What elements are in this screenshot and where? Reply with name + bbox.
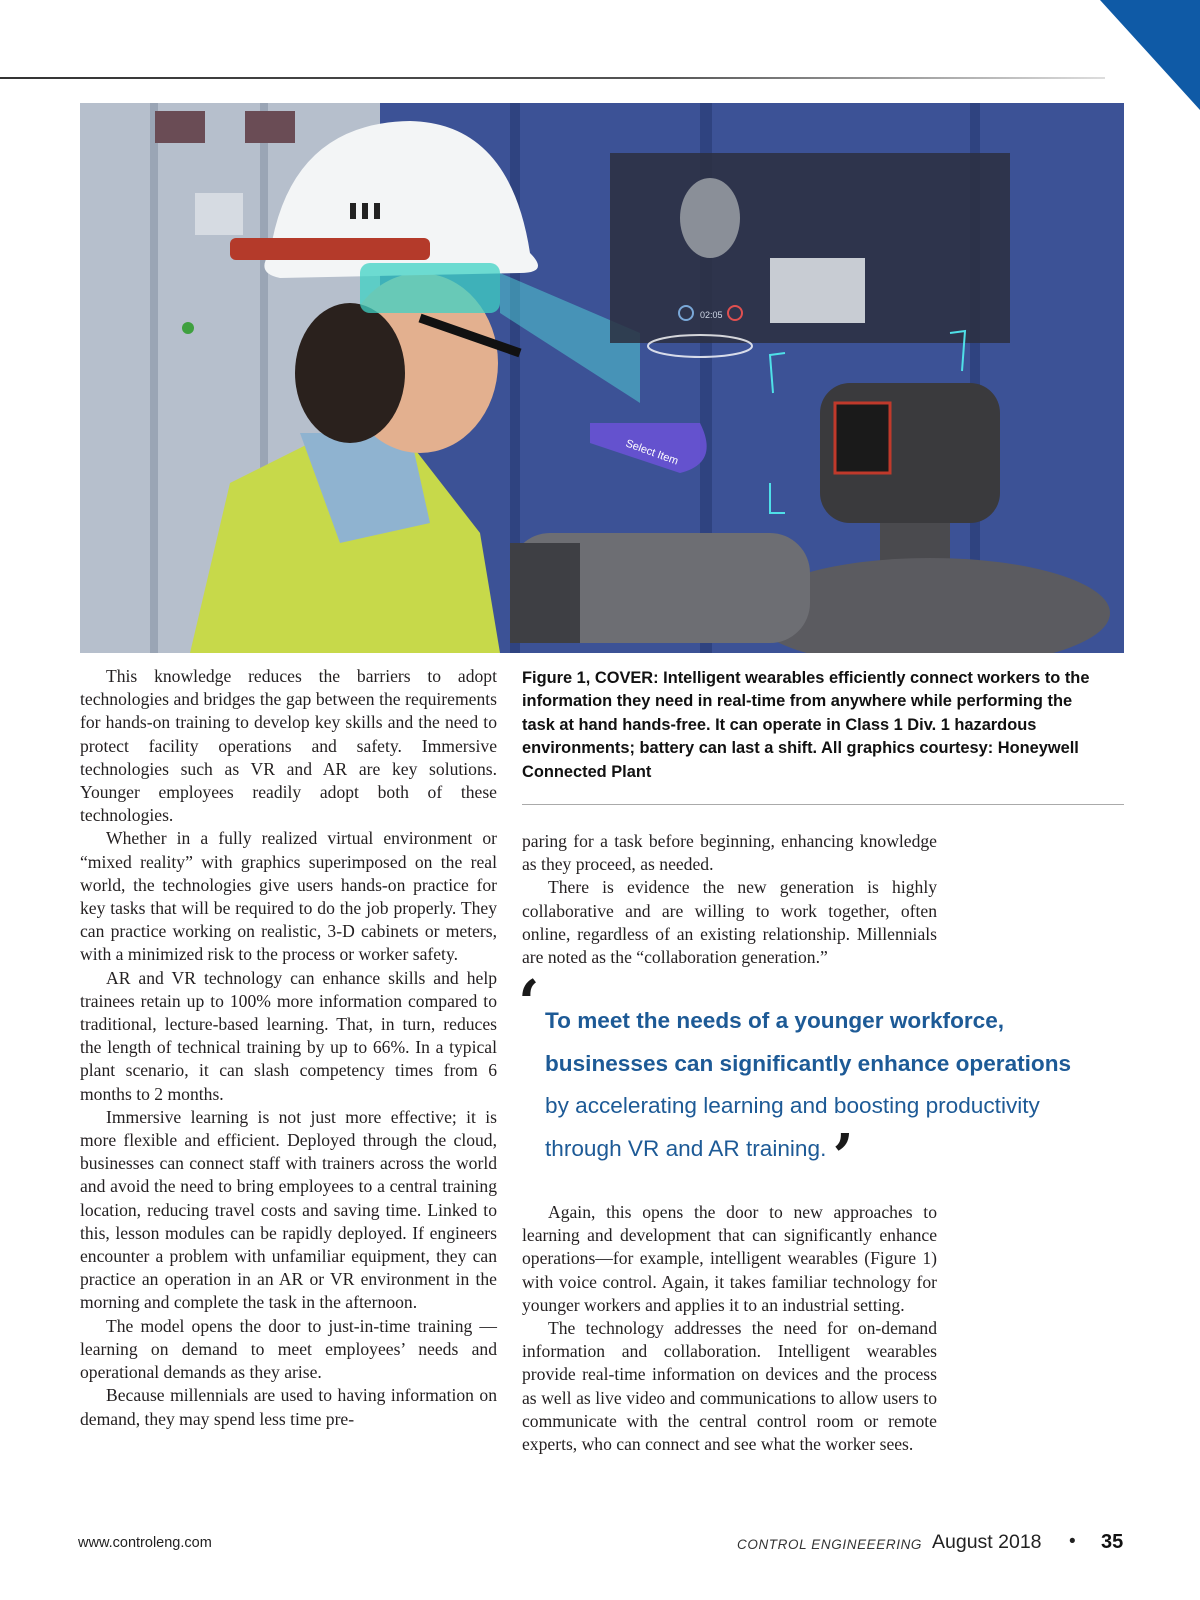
- right-column-bottom: [522, 1201, 937, 1456]
- left-paragraph-1: This knowledge reduces the barriers to adopt technologies and bridges the gap between the requirements for hands-on training to develop key skills and the need to protect facility operations and safety. Immersive technologies such as VR and AR are key solutions. Younger employees readily adopt both of these technologies.: [80, 666, 497, 826]
- left-column: [80, 665, 497, 1431]
- page-number: 35: [1101, 1531, 1124, 1553]
- pull-quote-line-3: by accelerating learning and boosting productivity: [545, 1093, 1040, 1118]
- right-paragraph-2: There is evidence the new generation is highly collaborative and are willing to work together, often online, regardless of an existing relationship. Millennials are noted as the “collaboration generation.”: [522, 877, 937, 968]
- open-quote-icon: ‘: [518, 966, 540, 1039]
- footer-bullet: •: [1069, 1531, 1076, 1552]
- right-column-top: [522, 830, 937, 969]
- figure-caption: Figure 1, COVER: Intelligent wearables efficiently connect workers to the information they need in real-time from anywhere while performing the task at hand hands-free. It can operate in Class 1 Div. 1 hazardous environments; battery can last a shift. All graphics courtesy: Honeywell Connected Plant: [522, 669, 1090, 781]
- hud-time: 02:05: [700, 310, 723, 320]
- hud-select-label: Select Item: [623, 437, 680, 468]
- left-paragraph-6: Because millennials are used to having information on demand, they may spend less time pre-: [80, 1385, 497, 1429]
- pull-quote-line-1: To meet the needs of a younger workforce,: [545, 1008, 1005, 1033]
- footer-magazine: CONTROL ENGINEEERING: [737, 1537, 923, 1552]
- caption-rule: [522, 804, 1124, 805]
- left-paragraph-4: Immersive learning is not just more effective; it is more flexible and efficient. Deployed through the cloud, businesses can connect staff with trainers across the world and avoid the need to bring employees to a central training location, reducing travel costs and saving time. Linked to this, lesson modules can be rapidly deployed. If engineers encounter a problem with unfamiliar equipment, they can practice an operation in an AR or VR environment in the morning and complete the task in the afternoon.: [80, 1106, 497, 1313]
- footer-url[interactable]: www.controleng.com: [78, 1535, 212, 1551]
- corner-tab: [1100, 0, 1200, 110]
- pull-quote: [518, 966, 1122, 1193]
- right-paragraph-3: Again, this opens the door to new approaches to learning and development that can significantly enhance operations—for example, intelligent wearables (Figure 1) with voice control. Again, it takes familiar technology for younger workers and applies it to an industrial setting.: [522, 1202, 937, 1315]
- close-quote-icon: ’: [832, 1119, 854, 1193]
- right-paragraph-4: The technology addresses the need for on-demand information and collaboration. Intelligent wearables provide real-time information on devices and the process as well as live video and communications to allow users to communicate with the central control room or remote experts, who can connect and see what the worker sees.: [522, 1318, 937, 1455]
- right-paragraph-1: paring for a task before beginning, enhancing knowledge as they proceed, as needed.: [522, 831, 937, 875]
- left-paragraph-5: The model opens the door to just-in-time training — learning on demand to meet employees’ needs and operational demands as they arise.: [80, 1315, 497, 1383]
- smart-glasses-icon: [230, 238, 430, 260]
- cover-figure: [80, 103, 1124, 653]
- footer-date: August 2018: [932, 1531, 1042, 1553]
- pull-quote-line-2: businesses can significantly enhance operations: [545, 1050, 1072, 1076]
- pull-quote-line-4: through VR and AR training.: [545, 1135, 827, 1161]
- left-paragraph-2: Whether in a fully realized virtual environment or “mixed reality” with graphics superimposed on the real world, the technologies give users hands-on practice for key tasks that will be required to do the job properly. They can practice working on realistic, 3-D cabinets or meters, with a minimized risk to the process or worker safety.: [80, 828, 497, 965]
- header-rule: [0, 77, 1105, 79]
- panel-meter-icon: [155, 111, 205, 143]
- left-paragraph-3: AR and VR technology can enhance skills and help trainees retain up to 100% more information compared to traditional, lecture-based learning. That, in turn, reduces the length of technical training by up to 66%. In a typical plant scenario, it can slash competency times from 6 months to 2 months.: [80, 967, 497, 1104]
